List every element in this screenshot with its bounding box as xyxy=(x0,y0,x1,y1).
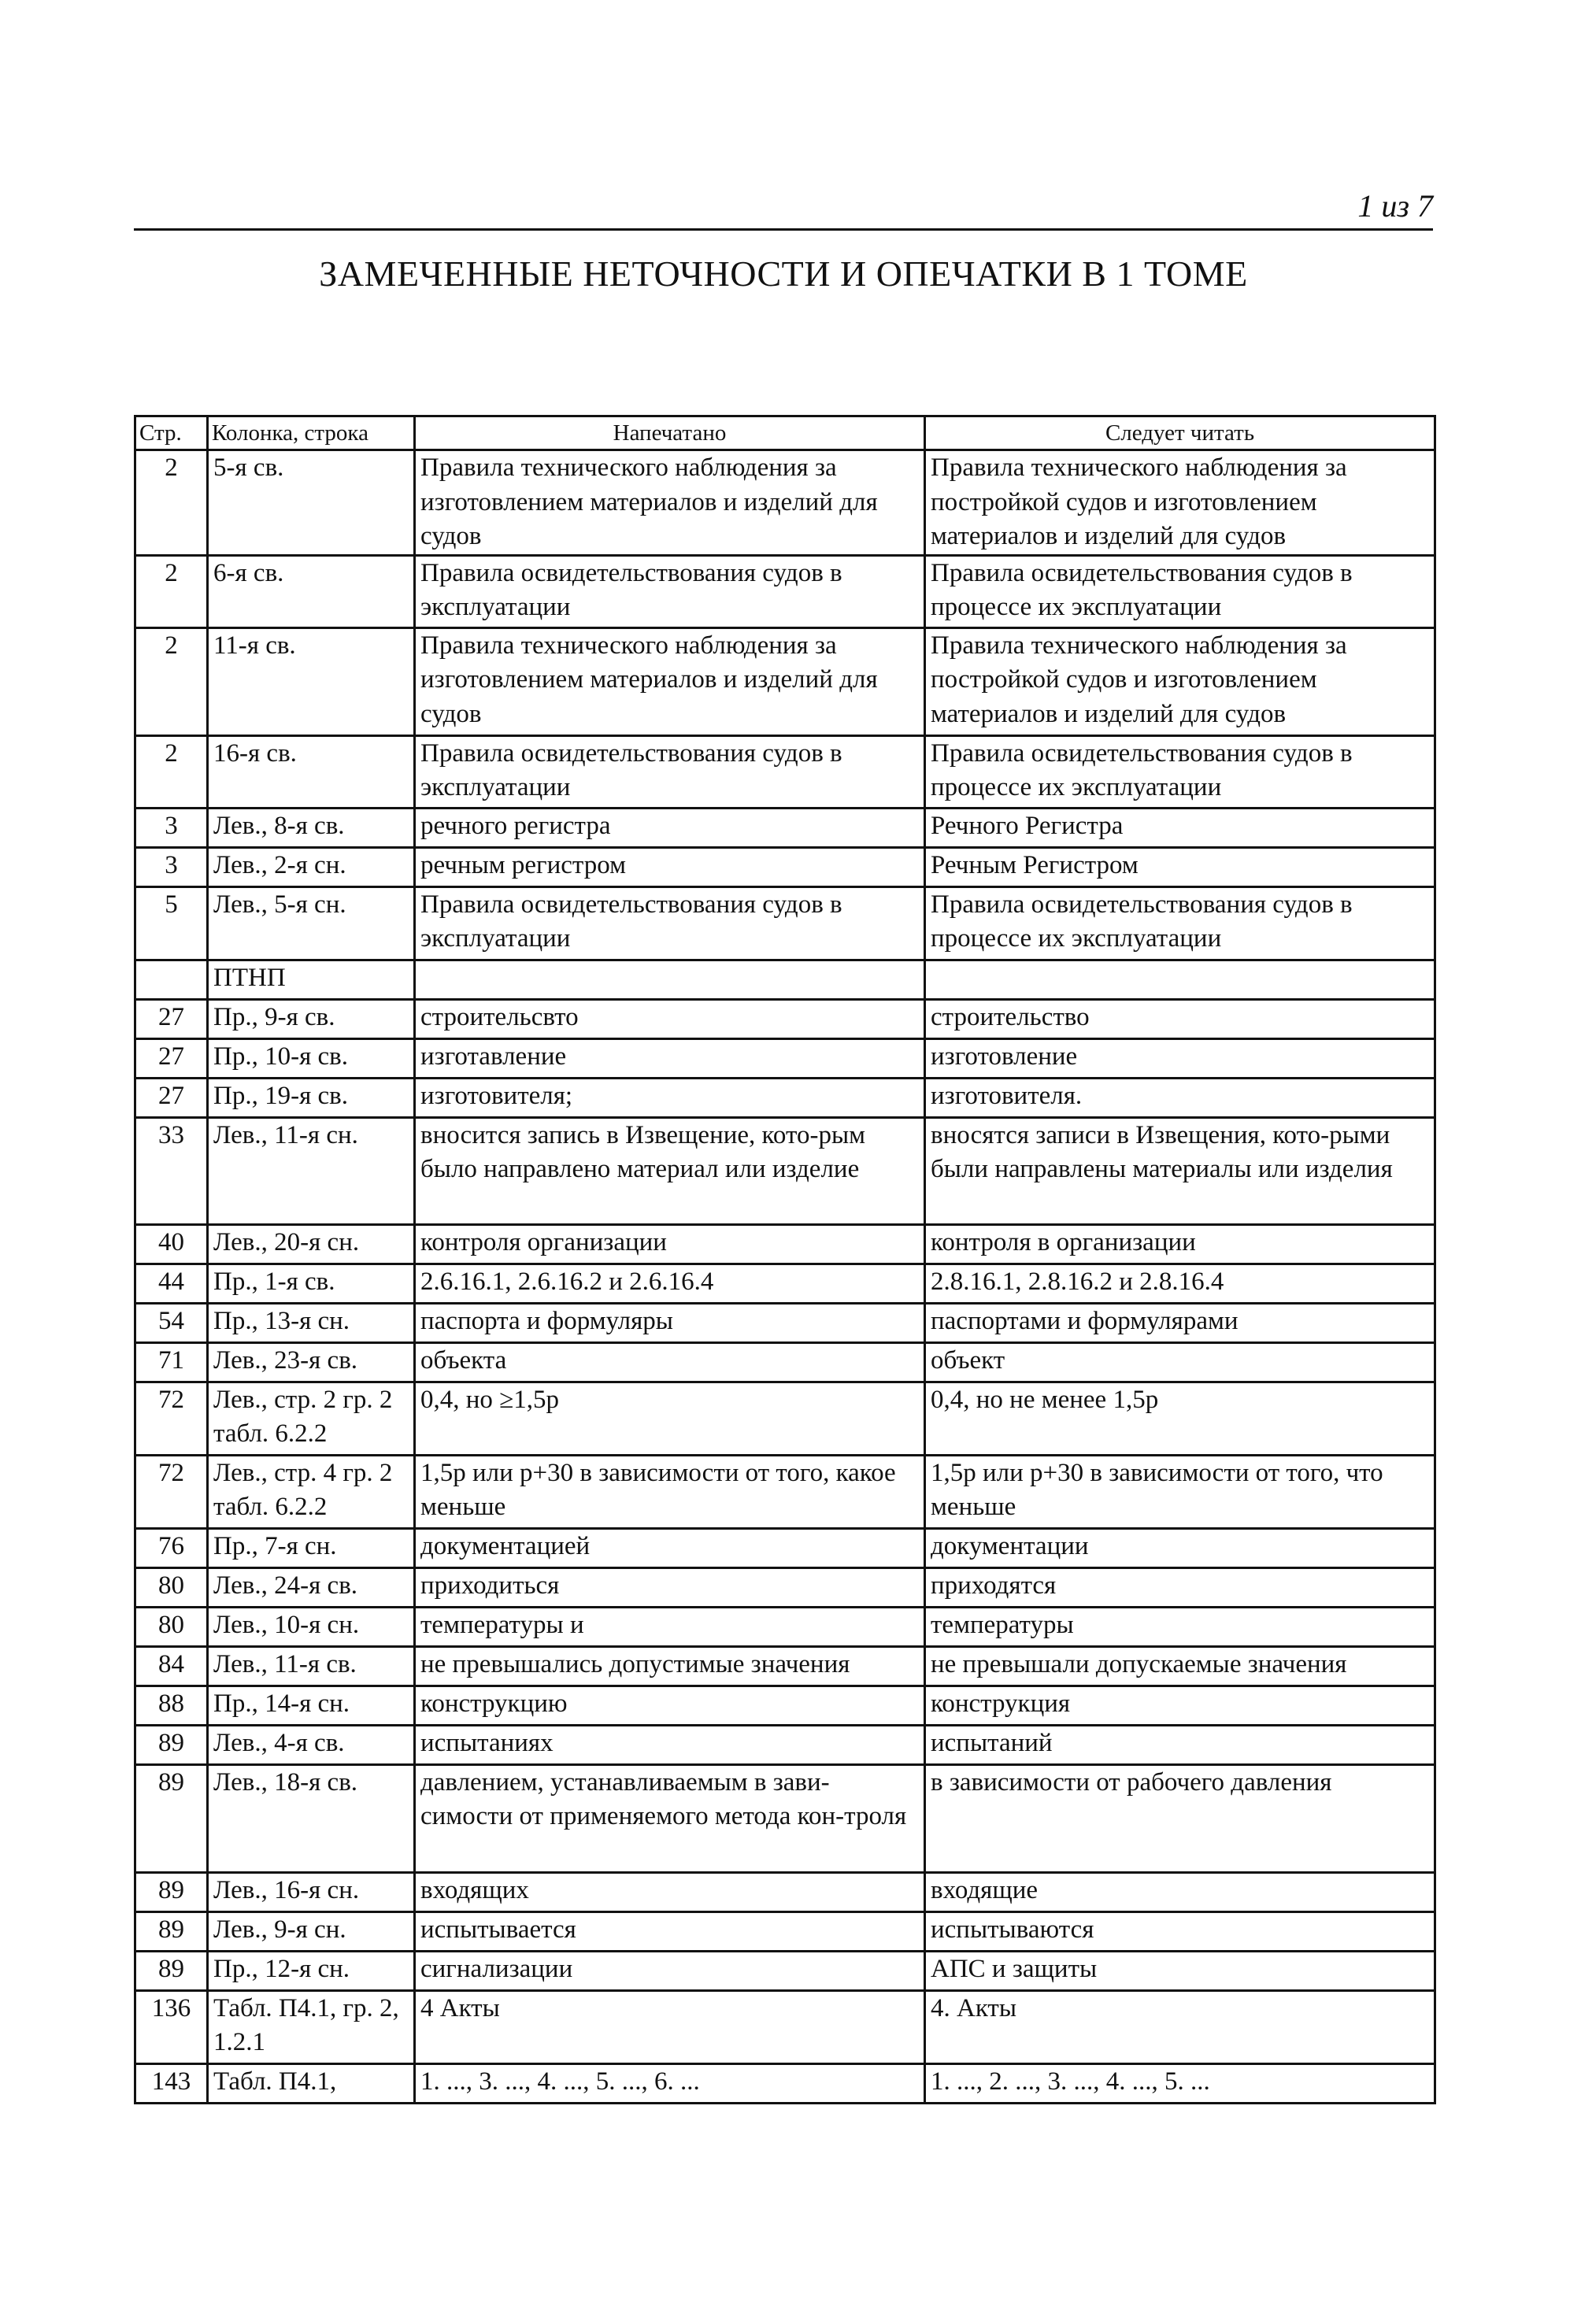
cell-page: 3 xyxy=(135,847,208,886)
cell-page: 80 xyxy=(135,1567,208,1607)
cell-printed: документацией xyxy=(415,1528,925,1567)
cell-location: 11-я св. xyxy=(208,627,415,735)
cell-location: Лев., 23-я св. xyxy=(208,1342,415,1382)
cell-printed: температуры и xyxy=(415,1607,925,1646)
cell-location: Лев., стр. 4 гр. 2 табл. 6.2.2 xyxy=(208,1455,415,1528)
cell-page: 3 xyxy=(135,808,208,847)
cell-printed: конструкцию xyxy=(415,1686,925,1725)
cell-should-read: изготовителя. xyxy=(925,1078,1435,1117)
cell-page: 2 xyxy=(135,555,208,627)
cell-should-read: 2.8.16.1, 2.8.16.2 и 2.8.16.4 xyxy=(925,1264,1435,1303)
table-row xyxy=(135,999,1435,1038)
cell-should-read: строительство xyxy=(925,999,1435,1038)
cell-should-read: испытаний xyxy=(925,1725,1435,1764)
cell-should-read: Правила технического наблюдения за постройкой судов и изготовлением материалов и изделий для судов xyxy=(925,450,1435,556)
cell-should-read: входящие xyxy=(925,1872,1435,1911)
cell-printed: Правила технического наблюдения за изготовлением материалов и изделий для судов xyxy=(415,627,925,735)
table-row xyxy=(135,808,1435,847)
cell-page: 71 xyxy=(135,1342,208,1382)
cell-should-read: 1,5p или p+30 в зависимости от того, что меньше xyxy=(925,1455,1435,1528)
table-row xyxy=(135,1646,1435,1686)
cell-location: Пр., 19-я св. xyxy=(208,1078,415,1117)
cell-location: Пр., 13-я сн. xyxy=(208,1303,415,1342)
cell-should-read: 0,4, но не менее 1,5p xyxy=(925,1382,1435,1455)
table-row xyxy=(135,1303,1435,1342)
cell-page: 89 xyxy=(135,1725,208,1764)
cell-should-read: 4. Акты xyxy=(925,1990,1435,2063)
table-row xyxy=(135,1038,1435,1078)
cell-printed: не превышались допустимые значения xyxy=(415,1646,925,1686)
table-row xyxy=(135,1607,1435,1646)
cell-location: Лев., 10-я сн. xyxy=(208,1607,415,1646)
table-row xyxy=(135,1686,1435,1725)
cell-page: 89 xyxy=(135,1951,208,1990)
cell-should-read: Правила освидетельствования судов в процессе их эксплуатации xyxy=(925,735,1435,808)
cell-page: 33 xyxy=(135,1117,208,1224)
cell-printed: 2.6.16.1, 2.6.16.2 и 2.6.16.4 xyxy=(415,1264,925,1303)
cell-page: 2 xyxy=(135,450,208,556)
cell-should-read: приходятся xyxy=(925,1567,1435,1607)
table-row xyxy=(135,1764,1435,1872)
cell-printed: приходиться xyxy=(415,1567,925,1607)
cell-page xyxy=(135,960,208,999)
cell-page: 88 xyxy=(135,1686,208,1725)
cell-location: Лев., 8-я св. xyxy=(208,808,415,847)
cell-should-read: Правила освидетельствования судов в процессе их эксплуатации xyxy=(925,886,1435,960)
cell-should-read: документации xyxy=(925,1528,1435,1567)
errata-table xyxy=(134,415,1436,2104)
cell-location: Лев., 11-я сн. xyxy=(208,1117,415,1224)
cell-page: 72 xyxy=(135,1382,208,1455)
cell-printed: контроля организации xyxy=(415,1224,925,1264)
cell-page: 2 xyxy=(135,627,208,735)
cell-should-read: испытываются xyxy=(925,1911,1435,1951)
table-header-row xyxy=(135,416,1435,450)
cell-location: 16-я св. xyxy=(208,735,415,808)
cell-printed: паспорта и формуляры xyxy=(415,1303,925,1342)
cell-should-read: Речного Регистра xyxy=(925,808,1435,847)
cell-page: 89 xyxy=(135,1764,208,1872)
cell-printed: Правила технического наблюдения за изготовлением материалов и изделий для судов xyxy=(415,450,925,556)
cell-location: Пр., 7-я сн. xyxy=(208,1528,415,1567)
table-row xyxy=(135,1455,1435,1528)
cell-page: 143 xyxy=(135,2063,208,2103)
table-row xyxy=(135,1528,1435,1567)
cell-location: Пр., 12-я сн. xyxy=(208,1951,415,1990)
table-row xyxy=(135,1990,1435,2063)
cell-location: 5-я св. xyxy=(208,450,415,556)
table-row xyxy=(135,1224,1435,1264)
cell-page: 27 xyxy=(135,1038,208,1078)
cell-location: Табл. П4.1, гр. 2, 1.2.1 xyxy=(208,1990,415,2063)
cell-location: Лев., 2-я сн. xyxy=(208,847,415,886)
cell-printed: испытаниях xyxy=(415,1725,925,1764)
table-row xyxy=(135,886,1435,960)
cell-page: 89 xyxy=(135,1911,208,1951)
cell-printed: давлением, устанавливаемым в зави-симости от применяемого метода кон-троля xyxy=(415,1764,925,1872)
header-printed: Напечатано xyxy=(415,416,925,450)
page-title: ЗАМЕЧЕННЫЕ НЕТОЧНОСТИ И ОПЕЧАТКИ В 1 ТОМЕ xyxy=(319,253,1248,294)
cell-should-read: изготовление xyxy=(925,1038,1435,1078)
table-row xyxy=(135,1382,1435,1455)
table-row xyxy=(135,1264,1435,1303)
cell-page: 44 xyxy=(135,1264,208,1303)
cell-should-read: температуры xyxy=(925,1607,1435,1646)
cell-location: Лев., 9-я сн. xyxy=(208,1911,415,1951)
cell-should-read: Правила технического наблюдения за постройкой судов и изготовлением материалов и изделий для судов xyxy=(925,627,1435,735)
cell-location: Лев., 24-я св. xyxy=(208,1567,415,1607)
cell-page: 72 xyxy=(135,1455,208,1528)
cell-printed: изготавление xyxy=(415,1038,925,1078)
cell-should-read: Речным Регистром xyxy=(925,847,1435,886)
cell-location: Пр., 14-я сн. xyxy=(208,1686,415,1725)
cell-should-read: конструкция xyxy=(925,1686,1435,1725)
header-rule xyxy=(134,228,1433,231)
cell-should-read: контроля в организации xyxy=(925,1224,1435,1264)
cell-printed: 1. ..., 3. ..., 4. ..., 5. ..., 6. ... xyxy=(415,2063,925,2103)
header-page: Стр. xyxy=(135,416,208,450)
cell-page: 5 xyxy=(135,886,208,960)
cell-should-read: АПС и защиты xyxy=(925,1951,1435,1990)
cell-printed: вносится запись в Извещение, кото-рым было направлено материал или изделие xyxy=(415,1117,925,1224)
table-row xyxy=(135,1911,1435,1951)
section-label: ПТНП xyxy=(208,960,415,999)
cell-location: Пр., 1-я св. xyxy=(208,1264,415,1303)
cell-printed: 0,4, но ≥1,5p xyxy=(415,1382,925,1455)
cell-location: 6-я св. xyxy=(208,555,415,627)
cell-location: Лев., 11-я св. xyxy=(208,1646,415,1686)
cell-location: Лев., 4-я св. xyxy=(208,1725,415,1764)
header-column-line: Колонка, строка xyxy=(208,416,415,450)
cell-page: 80 xyxy=(135,1607,208,1646)
cell-should-read: 1. ..., 2. ..., 3. ..., 4. ..., 5. ... xyxy=(925,2063,1435,2103)
cell-location: Лев., стр. 2 гр. 2 табл. 6.2.2 xyxy=(208,1382,415,1455)
cell-should-read: Правила освидетельствования судов в процессе их эксплуатации xyxy=(925,555,1435,627)
cell-page: 27 xyxy=(135,999,208,1038)
cell-printed: Правила освидетельствования судов в эксплуатации xyxy=(415,886,925,960)
cell-printed: объекта xyxy=(415,1342,925,1382)
cell-printed: речным регистром xyxy=(415,847,925,886)
cell-printed: 4 Акты xyxy=(415,1990,925,2063)
table-row xyxy=(135,627,1435,735)
cell-should-read: не превышали допускаемые значения xyxy=(925,1646,1435,1686)
cell-should-read: в зависимости от рабочего давления xyxy=(925,1764,1435,1872)
page-number: 1 из 7 xyxy=(1357,188,1433,224)
cell-should-read: объект xyxy=(925,1342,1435,1382)
table-row xyxy=(135,1342,1435,1382)
cell-printed: испытывается xyxy=(415,1911,925,1951)
table-row xyxy=(135,1567,1435,1607)
cell-printed: входящих xyxy=(415,1872,925,1911)
table-row xyxy=(135,847,1435,886)
cell-should-read xyxy=(925,960,1435,999)
cell-printed: сигнализации xyxy=(415,1951,925,1990)
cell-printed: строительсвто xyxy=(415,999,925,1038)
cell-should-read: вносятся записи в Извещения, кото-рыми были направлены материалы или изделия xyxy=(925,1117,1435,1224)
table-row xyxy=(135,1078,1435,1117)
cell-location: Лев., 20-я сн. xyxy=(208,1224,415,1264)
cell-location: Табл. П4.1, xyxy=(208,2063,415,2103)
cell-page: 89 xyxy=(135,1872,208,1911)
table-row xyxy=(135,1725,1435,1764)
cell-printed: Правила освидетельствования судов в эксплуатации xyxy=(415,735,925,808)
cell-location: Лев., 18-я св. xyxy=(208,1764,415,1872)
cell-printed: Правила освидетельствования судов в эксплуатации xyxy=(415,555,925,627)
table-row xyxy=(135,555,1435,627)
section-row xyxy=(135,960,1435,999)
cell-location: Пр., 9-я св. xyxy=(208,999,415,1038)
cell-printed xyxy=(415,960,925,999)
table-row xyxy=(135,1951,1435,1990)
cell-page: 27 xyxy=(135,1078,208,1117)
cell-page: 76 xyxy=(135,1528,208,1567)
table-row xyxy=(135,1872,1435,1911)
table-row xyxy=(135,2063,1435,2103)
table-row xyxy=(135,735,1435,808)
table-row xyxy=(135,450,1435,556)
cell-location: Пр., 10-я св. xyxy=(208,1038,415,1078)
cell-page: 2 xyxy=(135,735,208,808)
cell-page: 136 xyxy=(135,1990,208,2063)
cell-location: Лев., 5-я сн. xyxy=(208,886,415,960)
cell-should-read: паспортами и формулярами xyxy=(925,1303,1435,1342)
cell-page: 40 xyxy=(135,1224,208,1264)
cell-page: 54 xyxy=(135,1303,208,1342)
cell-location: Лев., 16-я сн. xyxy=(208,1872,415,1911)
cell-printed: 1,5p или p+30 в зависимости от того, какое меньше xyxy=(415,1455,925,1528)
cell-page: 84 xyxy=(135,1646,208,1686)
cell-printed: изготовителя; xyxy=(415,1078,925,1117)
cell-printed: речного регистра xyxy=(415,808,925,847)
table-row xyxy=(135,1117,1435,1224)
header-should-read: Следует читать xyxy=(925,416,1435,450)
